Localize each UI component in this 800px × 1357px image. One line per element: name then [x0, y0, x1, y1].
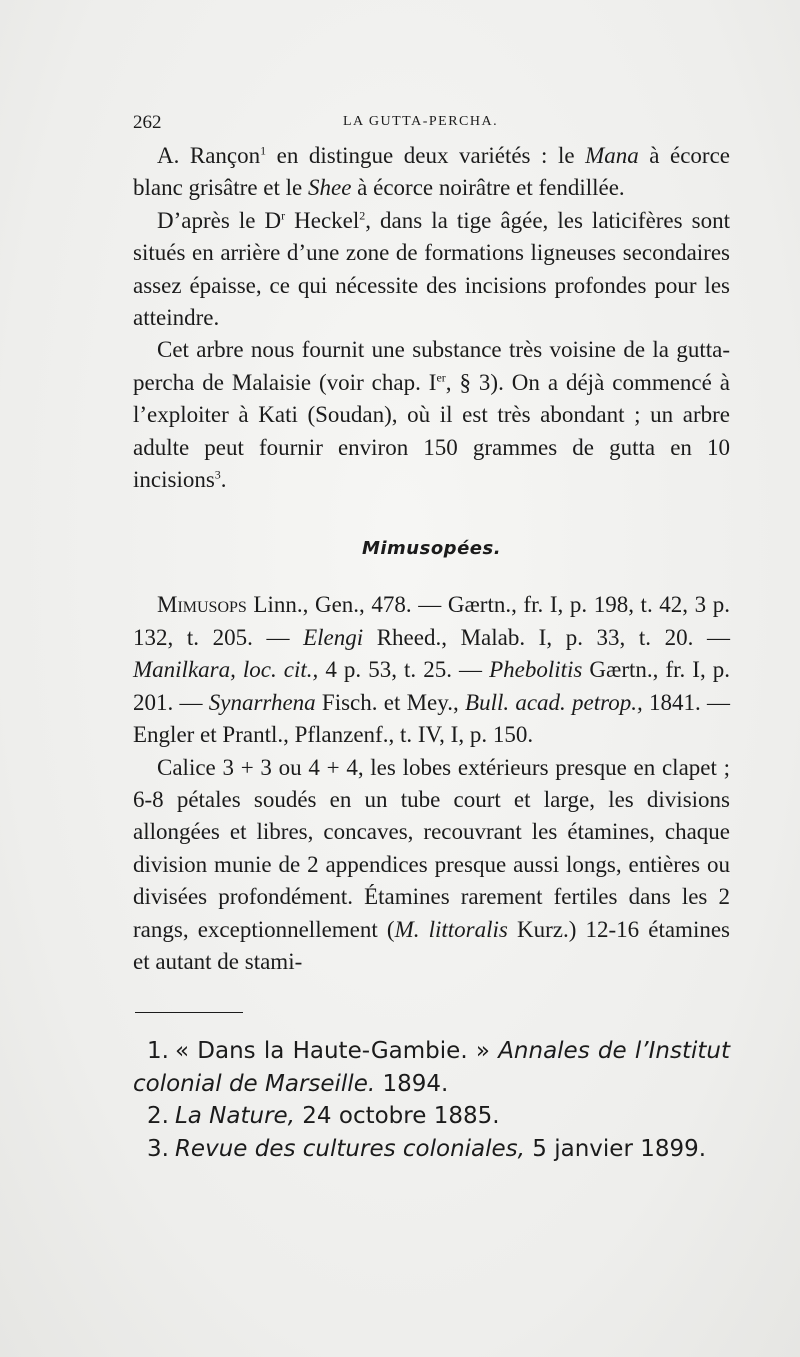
- paragraph-rancon: A. Rançon$^1$ en distingue deux variétés : le Mana à écorce blanc grisâtre et le Shee à écorce noirâtre et fendillée.: [133, 143, 730, 201]
- footnote-ref-2: 2: [359, 208, 366, 223]
- footnote-2: 2. La Nature, 24 octobre 1885.: [147, 1103, 500, 1130]
- genus-name: Mimusops: [157, 592, 247, 618]
- paragraph-description: Calice 3 + 3 ou 4 + 4, les lobes extérieurs presque en clapet ; 6-8 pétales soudés en un tube court et large, les divisions allongées et libres, concaves, recouvrant les étamines, chaque division munie de 2 appendices presque aussi longs, entières ou divisées profondément. Étamines rarement fertiles dans les 2 rangs, exceptionnellement (M. littoralis Kurz.) 12-16 étamines et autant de stami-: [133, 754, 730, 974]
- footnote-1: 1. « Dans la Haute-Gambie. » Annales de l’Institut colonial de Marseille. 1894.: [133, 1038, 730, 1097]
- running-title: LA GUTTA-PERCHA.: [343, 114, 499, 129]
- footnotes: [133, 1035, 730, 1165]
- term-shee: Shee: [307, 175, 352, 201]
- footnote-ref-3: 3: [214, 467, 221, 482]
- term-mana: Mana: [585, 143, 639, 168]
- paragraph-substance: Cet arbre nous fournit une substance très voisine de la gutta-percha de Malaisie (voir chap. Ier, § 3). On a déjà commencé à l’exploiter à Kati (Soudan), où il est très abondant ; un arbre adulte peut fournir environ 150 grammes de gutta en 10 incisions$^3$.: [133, 337, 730, 493]
- term-littoralis: M. littoralis: [394, 916, 508, 942]
- paragraph-heckel: D’après le $D^r$ Heckel$^2$, dans la tige âgée, les laticifères sont situés en arrière d’une zone de formations ligneuses secondaires assez épaisse, ce qui nécessite des incisions profondes pour les atteindre.: [133, 207, 730, 331]
- footnote-ref-1: 1: [260, 143, 267, 158]
- footnote-divider: [135, 1012, 243, 1013]
- book-page: [133, 112, 730, 1165]
- paragraph-synonymy: Mimusops Linn., Gen., 478. — Gærtn., fr. I, p. 198, t. 42, 3 p. 132, t. 205. — Elengi Rheed., Malab. I, p. 33, t. 20. — Manilkara, loc. cit., 4 p. 53, t. 25. — Phebolitis Gærtn., fr. I, p. 201. — Synarrhena Fisch. et Mey., Bull. acad. petrop., 1841. — Engler et Prantl., Pflanzenf., t. IV, I, p. 150.: [133, 592, 731, 748]
- running-head: [133, 112, 730, 140]
- page-number: 262: [133, 112, 162, 133]
- section-heading: Mimusopées.: [361, 538, 502, 560]
- footnote-3: 3. Revue des cultures coloniales, 5 janvier 1899.: [147, 1135, 707, 1162]
